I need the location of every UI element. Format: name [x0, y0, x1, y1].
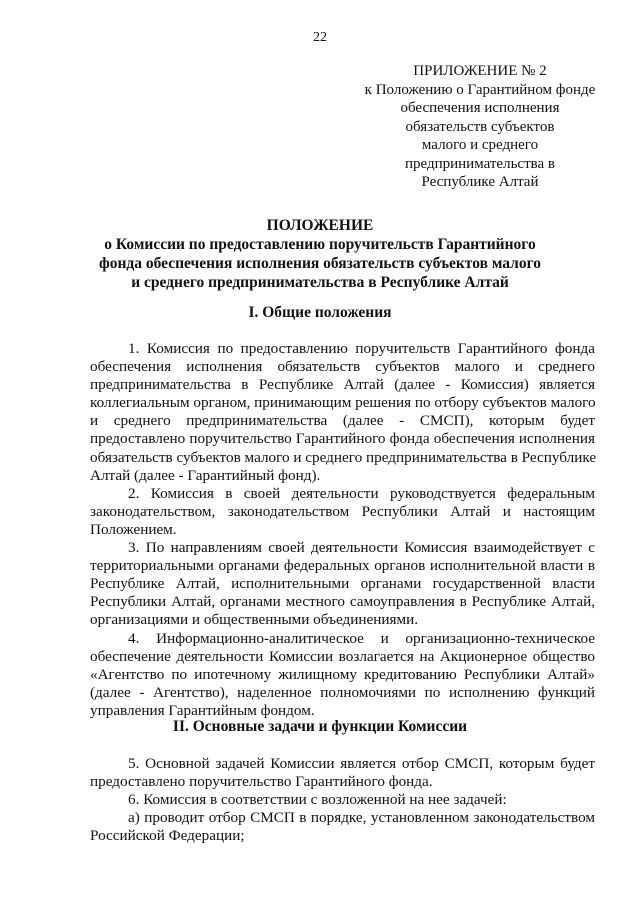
title-line: фонда обеспечения исполнения обязательств субъектов малого	[98, 255, 542, 272]
appendix-line: Республике Алтай	[421, 174, 539, 190]
section2-body	[90, 755, 595, 845]
paragraph-line: «Агентство по ипотечному жилищному кредитованию Республики Алтай»	[90, 665, 595, 683]
paragraph-line: обязательств субъектов малого и среднего предпринимательства в Республике	[90, 448, 597, 466]
paragraph-line: Алтай (далее - Гарантийный фонд).	[90, 466, 321, 484]
paragraph-line: территориальными органами федеральных органов исполнительной власти в	[90, 557, 595, 575]
paragraph-line: 4. Информационно-аналитическое и организационно-техническое	[128, 629, 595, 647]
section1-body	[90, 340, 595, 720]
paragraph-line: 5. Основной задачей Комиссии является отбор СМСП, которым будет	[128, 755, 595, 772]
document-title	[60, 216, 580, 292]
paragraph-line: Республике Алтай, исполнительными органами государственной власти	[90, 575, 595, 593]
section-heading-tasks: II. Основные задачи и функции Комиссии	[172, 718, 468, 735]
appendix-line: малого и среднего	[421, 137, 539, 153]
title-line: и среднего предпринимательства в Республике Алтай	[131, 274, 509, 291]
paragraph-line: 1. Комиссия по предоставлению поручительств Гарантийного фонда	[128, 340, 595, 357]
paragraph-line: Российской Федерации;	[90, 827, 245, 845]
paragraph-line: 6. Комиссия в соответствии с возложенной на нее задачей:	[128, 791, 507, 809]
paragraph-line: предоставлено поручительство Гарантийного фонда обеспечения исполнения	[90, 430, 595, 448]
paragraph-line: организациями и общественными объединениями.	[90, 611, 419, 629]
paragraph-line: 3. По направлениям своей деятельности Комиссия взаимодействует с	[128, 539, 595, 557]
paragraph-line: а) проводит отбор СМСП в порядке, установленном законодательством	[128, 809, 595, 827]
title-heading: ПОЛОЖЕНИЕ	[266, 217, 374, 234]
page-number: 22	[313, 30, 327, 45]
paragraph-line: Республики Алтай, органами местного самоуправления в Республике Алтай,	[90, 593, 595, 611]
title-line: о Комиссии по предоставлению поручительств Гарантийного	[104, 236, 536, 253]
paragraph-line: предпринимательства в Республике Алтай (далее - Комиссия) является	[90, 376, 595, 394]
appendix-line: ПРИЛОЖЕНИЕ № 2	[413, 63, 547, 79]
appendix-line: предпринимательства в	[404, 155, 555, 172]
paragraph-line: и среднего предпринимательства (далее - СМСП), которым будет	[90, 412, 595, 430]
paragraph-line: управления Гарантийным фондом.	[90, 701, 315, 719]
appendix-header	[360, 62, 600, 192]
paragraph-line: предоставлено поручительство Гарантийного фонда.	[90, 773, 433, 791]
paragraph-line: обеспечение деятельности Комиссии возлагается на Акционерное общество	[90, 647, 595, 665]
appendix-line: к Положению о Гарантийном фонде	[364, 81, 596, 98]
paragraph-line: Положением.	[90, 520, 177, 538]
paragraph-line: обеспечения исполнения обязательств субъектов малого и среднего	[90, 358, 595, 376]
appendix-line: обязательств субъектов	[405, 118, 555, 135]
paragraph-line: коллегиальным органом, принимающим решения по отбору субъектов малого	[90, 394, 596, 412]
paragraph-line: 2. Комиссия в своей деятельности руководствуется федеральным	[128, 484, 595, 502]
paragraph-line: законодательством, законодательством Республики Алтай и настоящим	[90, 502, 595, 520]
appendix-line: обеспечения исполнения	[400, 100, 560, 116]
paragraph-line: (далее - Агентство), наделенное полномочиями по исполнению функций	[90, 683, 595, 701]
section-heading-general: I. Общие положения	[248, 304, 392, 321]
